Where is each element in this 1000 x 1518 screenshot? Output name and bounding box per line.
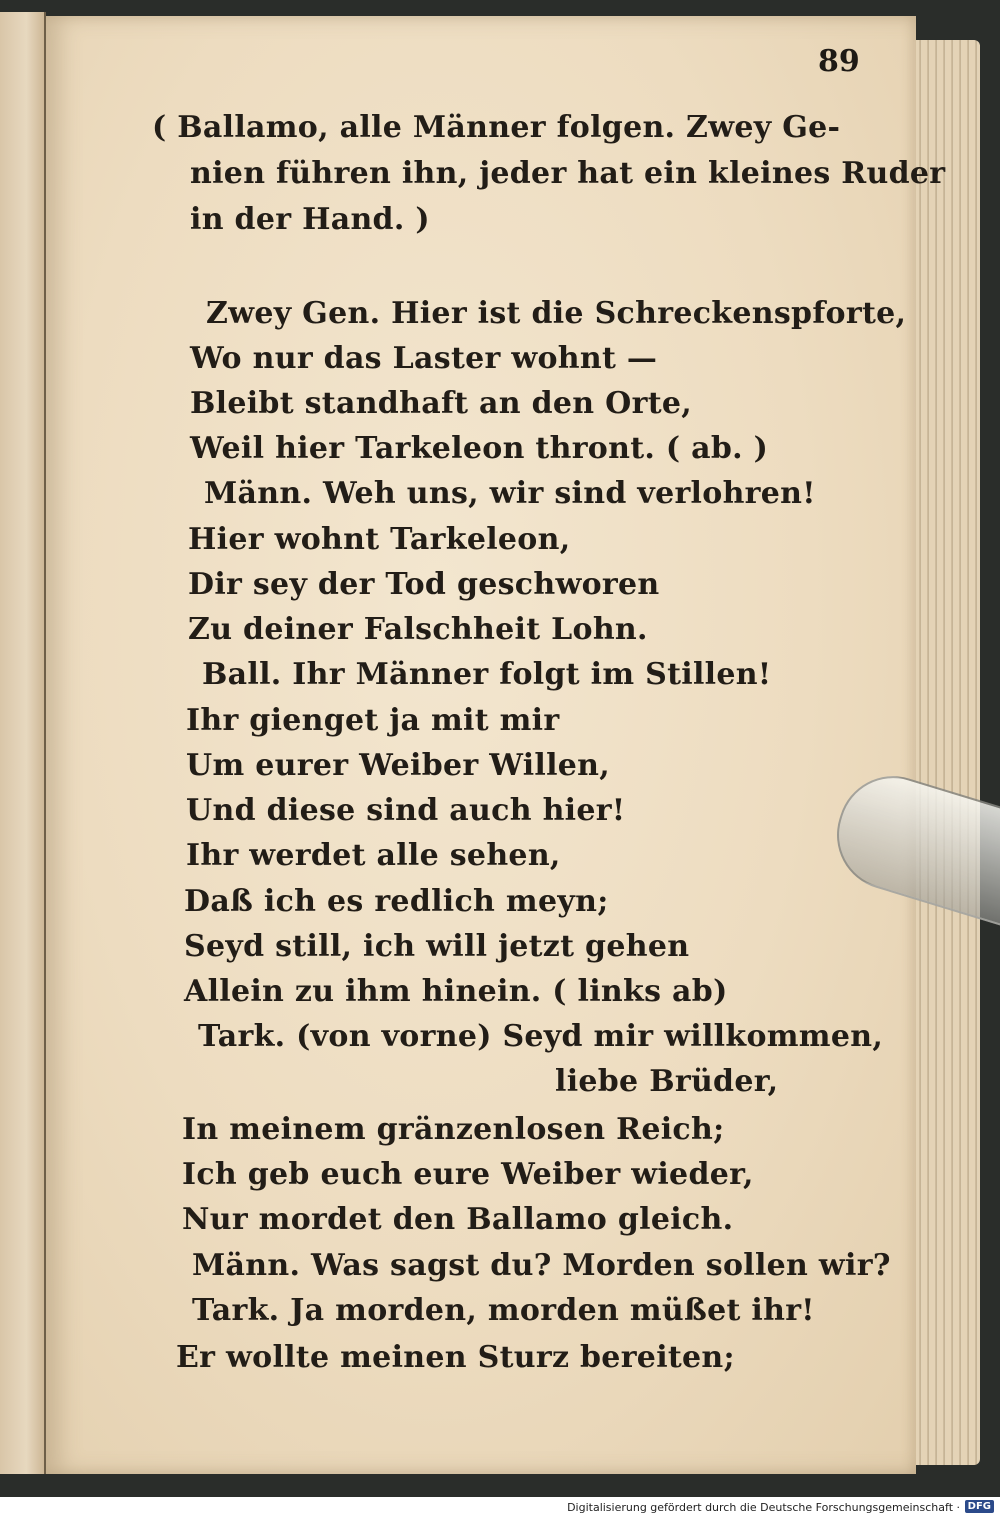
text-line: Ihr werdet alle sehen, xyxy=(186,838,561,873)
text-line: Dir sey der Tod geschworen xyxy=(188,567,660,602)
text-line: In meinem gränzenlosen Reich; xyxy=(182,1112,725,1147)
text-line: Hier wohnt Tarkeleon, xyxy=(188,522,571,557)
text-line: Männ. Was sagst du? Morden sollen wir? xyxy=(192,1248,891,1283)
text-line: Er wollte meinen Sturz bereiten; xyxy=(176,1340,735,1375)
text-line: in der Hand. ) xyxy=(190,202,430,237)
footer-bar xyxy=(0,1497,1000,1518)
text-line: Tark. Ja morden, morden müßet ihr! xyxy=(192,1293,815,1328)
text-line: Tark. (von vorne) Seyd mir willkommen, xyxy=(198,1019,884,1054)
text-line: Weil hier Tarkeleon thront. ( ab. ) xyxy=(190,431,769,466)
text-line: Zwey Gen. Hier ist die Schreckenspforte, xyxy=(206,296,907,331)
text-line: Um eurer Weiber Willen, xyxy=(186,748,611,783)
text-line: Seyd still, ich will jetzt gehen xyxy=(184,929,690,964)
text-line: Bleibt standhaft an den Orte, xyxy=(190,386,692,421)
text-line: Nur mordet den Ballamo gleich. xyxy=(182,1202,734,1237)
text-line: Zu deiner Falschheit Lohn. xyxy=(188,612,648,647)
text-line: Und diese sind auch hier! xyxy=(186,793,626,828)
text-line: nien führen ihn, jeder hat ein kleines Ruder xyxy=(190,156,946,191)
dfg-logo: DFG xyxy=(965,1500,994,1513)
text-line: Daß ich es redlich meyn; xyxy=(184,884,609,919)
text-line: Ich geb euch eure Weiber wieder, xyxy=(182,1157,754,1192)
page-number: 89 xyxy=(818,44,860,79)
text-line: Männ. Weh uns, wir sind verlohren! xyxy=(204,476,816,511)
text-line: ( Ballamo, alle Männer folgen. Zwey Ge- xyxy=(152,110,841,145)
text-line: Wo nur das Laster wohnt — xyxy=(190,341,658,376)
text-line: liebe Brüder, xyxy=(555,1064,779,1099)
left-page-edge xyxy=(0,12,46,1474)
text-line: Ball. Ihr Männer folgt im Stillen! xyxy=(202,657,772,692)
text-line: Allein zu ihm hinein. ( links ab) xyxy=(184,974,728,1009)
text-line: Ihr gienget ja mit mir xyxy=(186,703,560,738)
footer-credit: Digitalisierung gefördert durch die Deutsche Forschungsgemeinschaft · xyxy=(567,1501,960,1514)
